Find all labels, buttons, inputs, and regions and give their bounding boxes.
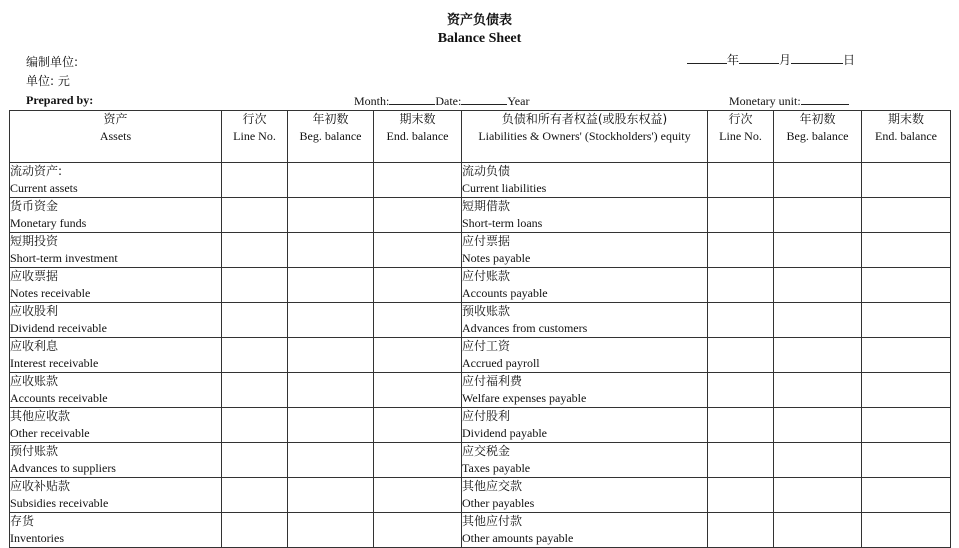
date-label: Date: [435, 94, 462, 108]
liab-item-cell [462, 338, 708, 373]
table-row [10, 373, 951, 408]
liab-item-cn: 流动负债 [462, 164, 511, 178]
unit-label: 单位: 元 [26, 74, 70, 88]
liab-item-en: Other amounts payable [462, 531, 574, 545]
balance-sheet-table [9, 110, 951, 548]
asset-line-no-cell[interactable] [222, 513, 288, 548]
asset-beg-balance-cell[interactable] [288, 233, 374, 268]
asset-item-en: Current assets [10, 181, 78, 195]
liab-item-cell [462, 443, 708, 478]
liab-beg-balance-cell[interactable] [774, 443, 862, 478]
month-cn-label: 月 [779, 53, 792, 67]
header-assets: 资产 Assets [10, 111, 222, 163]
asset-end-balance-cell[interactable] [374, 408, 462, 443]
period-line [354, 93, 529, 109]
liab-beg-balance-cell[interactable] [774, 478, 862, 513]
liab-line-no-cell[interactable] [708, 303, 774, 338]
liab-end-balance-cell[interactable] [862, 513, 951, 548]
liab-line-no-cell[interactable] [708, 233, 774, 268]
asset-beg-balance-cell[interactable] [288, 163, 374, 198]
header-liabilities: 负债和所有者权益(或股东权益) Liabilities & Owners' (Stockholders') equity [462, 111, 708, 163]
liab-item-en: Welfare expenses payable [462, 391, 587, 405]
liab-item-cn: 其他应交款 [462, 479, 523, 493]
compiler-label: 编制单位: [26, 55, 79, 69]
asset-item-cn: 其他应收款 [10, 409, 71, 423]
asset-item-cn: 应收票据 [10, 269, 59, 283]
asset-item-cell [10, 163, 222, 198]
liab-end-balance-cell[interactable] [862, 303, 951, 338]
liab-end-balance-cell[interactable] [862, 408, 951, 443]
asset-end-balance-cell[interactable] [374, 303, 462, 338]
asset-item-cn: 应收股利 [10, 304, 59, 318]
title-english: Balance Sheet [437, 31, 522, 46]
table-row [10, 408, 951, 443]
asset-end-balance-cell[interactable] [374, 478, 462, 513]
liab-item-cell [462, 233, 708, 268]
asset-beg-balance-cell[interactable] [288, 303, 374, 338]
table-row [10, 478, 951, 513]
liab-beg-balance-cell[interactable] [774, 408, 862, 443]
asset-line-no-cell[interactable] [222, 303, 288, 338]
asset-item-cell [10, 408, 222, 443]
asset-item-cn: 预付账款 [10, 444, 59, 458]
asset-end-balance-cell[interactable] [374, 513, 462, 548]
asset-item-en: Advances to suppliers [10, 461, 116, 475]
liab-item-en: Advances from customers [462, 321, 588, 335]
liab-item-en: Dividend payable [462, 426, 547, 440]
liab-line-no-cell[interactable] [708, 198, 774, 233]
asset-item-cell [10, 513, 222, 548]
liab-item-cn: 应付福利费 [462, 374, 523, 388]
asset-item-cn: 应收补贴款 [10, 479, 71, 493]
asset-line-no-cell[interactable] [222, 408, 288, 443]
liab-item-cell [462, 373, 708, 408]
liab-item-en: Accounts payable [462, 286, 548, 300]
liab-beg-balance-cell[interactable] [774, 338, 862, 373]
year-label: Year [507, 94, 530, 108]
month-blank[interactable] [739, 52, 779, 64]
asset-beg-balance-cell[interactable] [288, 443, 374, 478]
header-end-balance-left: 期末数 End. balance [374, 111, 462, 163]
asset-item-en: Short-term investment [10, 251, 118, 265]
asset-item-cell [10, 268, 222, 303]
asset-item-cn: 流动资产: [10, 164, 63, 178]
table-row [10, 233, 951, 268]
liab-item-en: Other payables [462, 496, 535, 510]
liab-item-cn: 应付票据 [462, 234, 511, 248]
asset-item-en: Accounts receivable [10, 391, 108, 405]
liab-line-no-cell[interactable] [708, 443, 774, 478]
liab-line-no-cell[interactable] [708, 338, 774, 373]
liab-line-no-cell[interactable] [708, 373, 774, 408]
liab-item-cn: 应交税金 [462, 444, 511, 458]
asset-line-no-cell[interactable] [222, 478, 288, 513]
liab-item-en: Current liabilities [462, 181, 547, 195]
asset-item-cell [10, 373, 222, 408]
liab-end-balance-cell[interactable] [862, 198, 951, 233]
liab-item-en: Notes payable [462, 251, 531, 265]
asset-beg-balance-cell[interactable] [288, 373, 374, 408]
asset-item-cell [10, 478, 222, 513]
asset-item-en: Inventories [10, 531, 64, 545]
asset-beg-balance-cell[interactable] [288, 478, 374, 513]
liab-item-cn: 应付股利 [462, 409, 511, 423]
header-end-balance-right: 期末数 End. balance [862, 111, 951, 163]
liab-beg-balance-cell[interactable] [774, 513, 862, 548]
table-row [10, 268, 951, 303]
asset-end-balance-cell[interactable] [374, 373, 462, 408]
liab-line-no-cell[interactable] [708, 478, 774, 513]
liab-beg-balance-cell[interactable] [774, 268, 862, 303]
asset-item-cell [10, 303, 222, 338]
asset-item-en: Dividend receivable [10, 321, 107, 335]
liab-item-en: Short-term loans [462, 216, 543, 230]
header-beg-balance-left: 年初数 Beg. balance [288, 111, 374, 163]
table-row [10, 338, 951, 373]
asset-end-balance-cell[interactable] [374, 233, 462, 268]
monetary-unit-line [729, 93, 849, 109]
liab-end-balance-cell[interactable] [862, 233, 951, 268]
asset-end-balance-cell[interactable] [374, 338, 462, 373]
asset-beg-balance-cell[interactable] [288, 338, 374, 373]
asset-beg-balance-cell[interactable] [288, 513, 374, 548]
liab-line-no-cell[interactable] [708, 163, 774, 198]
liab-beg-balance-cell[interactable] [774, 233, 862, 268]
asset-line-no-cell[interactable] [222, 373, 288, 408]
asset-item-en: Notes receivable [10, 286, 91, 300]
asset-end-balance-cell[interactable] [374, 198, 462, 233]
liab-end-balance-cell[interactable] [862, 443, 951, 478]
table-row [10, 303, 951, 338]
liab-item-cn: 预收账款 [462, 304, 511, 318]
table-row [10, 443, 951, 478]
asset-line-no-cell[interactable] [222, 338, 288, 373]
asset-item-cell [10, 233, 222, 268]
day-cn-label: 日 [843, 53, 856, 67]
asset-item-cn: 存货 [10, 514, 35, 528]
asset-item-cell [10, 443, 222, 478]
asset-beg-balance-cell[interactable] [288, 198, 374, 233]
liab-item-cell [462, 303, 708, 338]
liab-end-balance-cell[interactable] [862, 268, 951, 303]
asset-item-en: Monetary funds [10, 216, 87, 230]
month-label: Month: [354, 94, 390, 108]
liab-item-cell [462, 163, 708, 198]
liab-beg-balance-cell[interactable] [774, 373, 862, 408]
liab-end-balance-cell[interactable] [862, 338, 951, 373]
asset-item-en: Other receivable [10, 426, 90, 440]
liab-item-cn: 短期借款 [462, 199, 511, 213]
table-row [10, 198, 951, 233]
liab-item-cell [462, 268, 708, 303]
title-chinese: 资产负债表 [446, 13, 512, 28]
asset-line-no-cell[interactable] [222, 443, 288, 478]
liab-line-no-cell[interactable] [708, 513, 774, 548]
liab-item-cn: 应付工资 [462, 339, 511, 353]
asset-line-no-cell[interactable] [222, 268, 288, 303]
monetary-unit-label: Monetary unit: [729, 94, 801, 108]
date-en-blank[interactable] [461, 93, 507, 105]
header-row [10, 111, 951, 163]
asset-item-cn: 应收账款 [10, 374, 59, 388]
year-cn-label: 年 [727, 53, 740, 67]
liab-item-cell [462, 198, 708, 233]
liab-end-balance-cell[interactable] [862, 478, 951, 513]
table-row [10, 163, 951, 198]
header-beg-balance-right: 年初数 Beg. balance [774, 111, 862, 163]
asset-item-cn: 应收利息 [10, 339, 59, 353]
liab-line-no-cell[interactable] [708, 268, 774, 303]
asset-end-balance-cell[interactable] [374, 268, 462, 303]
liab-item-en: Accrued payroll [462, 356, 540, 370]
asset-line-no-cell[interactable] [222, 233, 288, 268]
asset-end-balance-cell[interactable] [374, 443, 462, 478]
liab-item-cn: 应付账款 [462, 269, 511, 283]
asset-beg-balance-cell[interactable] [288, 408, 374, 443]
liab-beg-balance-cell[interactable] [774, 198, 862, 233]
liab-item-cell [462, 513, 708, 548]
asset-item-cell [10, 338, 222, 373]
month-en-blank[interactable] [389, 93, 435, 105]
asset-end-balance-cell[interactable] [374, 163, 462, 198]
asset-item-cn: 货币资金 [10, 199, 59, 213]
liab-item-cell [462, 408, 708, 443]
liab-item-cn: 其他应付款 [462, 514, 523, 528]
asset-line-no-cell[interactable] [222, 163, 288, 198]
asset-item-en: Subsidies receivable [10, 496, 109, 510]
liab-item-cell [462, 478, 708, 513]
liab-beg-balance-cell[interactable] [774, 303, 862, 338]
table-row [10, 513, 951, 548]
header-line-no-left: 行次 Line No. [222, 111, 288, 163]
asset-line-no-cell[interactable] [222, 198, 288, 233]
liab-end-balance-cell[interactable] [862, 373, 951, 408]
day-blank[interactable] [791, 52, 843, 64]
header-line-no-right: 行次 Line No. [708, 111, 774, 163]
asset-item-en: Interest receivable [10, 356, 99, 370]
prepared-by-label: Prepared by: [26, 93, 94, 107]
asset-item-cell [10, 198, 222, 233]
liab-line-no-cell[interactable] [708, 408, 774, 443]
liab-item-en: Taxes payable [462, 461, 531, 475]
date-line-cn [687, 51, 855, 68]
asset-beg-balance-cell[interactable] [288, 268, 374, 303]
year-blank[interactable] [687, 52, 727, 64]
liab-beg-balance-cell[interactable] [774, 163, 862, 198]
asset-item-cn: 短期投资 [10, 234, 59, 248]
monetary-unit-blank[interactable] [801, 93, 849, 105]
liab-end-balance-cell[interactable] [862, 163, 951, 198]
